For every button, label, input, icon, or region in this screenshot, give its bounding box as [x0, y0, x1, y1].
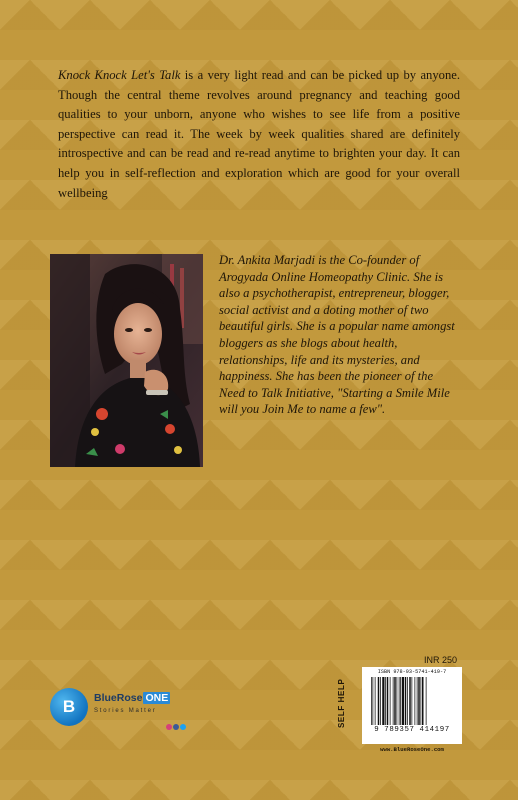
genre-label: SELF HELP — [337, 678, 346, 728]
back-cover-blurb — [58, 66, 460, 203]
bluerose-logo-icon: B — [50, 688, 88, 726]
publisher-logo — [50, 687, 206, 729]
publisher-name-highlight: ONE — [145, 692, 169, 704]
book-title: Knock Knock Let's Talk — [58, 68, 181, 82]
author-bio: Dr. Ankita Marjadi is the Co-founder of Arogyada Online Homeopathy Clinic. She is also a psychotherapist, entrepreneur, blogger, social activist and a doting mother of two beautiful girls. She is a popular name amongst bloggers as she blogs about health, relationships, life and its mysteries, and happiness. She has been the pioneer of the Need to Talk Initiative, "Starting a Smile Mile will you Join Me to name a few". — [219, 253, 455, 417]
price-label: INR 250 — [424, 655, 458, 665]
instagram-icon — [166, 724, 172, 730]
blurb-text: is a very light read and can be picked up by anyone. Though the central theme revolves around pregnancy and teaching good qualities to your unborn, anyone who wishes to see life from a positive perspective can read it. The week by week qualities shared are definitely introspective and can be read and re-read anytime to brighten your day. It can help you in self-reflection and exploration which are good for your overall wellbeing — [58, 68, 460, 200]
publisher-url: www.BlueRoseOne.com — [380, 746, 444, 753]
twitter-icon — [180, 724, 186, 730]
publisher-name — [94, 692, 170, 704]
author-photo — [50, 254, 203, 467]
publisher-name-main: BlueRose — [94, 692, 143, 704]
barcode-bars — [369, 677, 455, 725]
social-icons — [166, 717, 187, 735]
isbn-barcode — [362, 667, 462, 744]
isbn-text: ISBN 978-93-5741-419-7 — [377, 669, 447, 675]
facebook-icon — [173, 724, 179, 730]
ean-digits: 9 789357 414197 — [374, 726, 450, 734]
publisher-tagline: Stories Matter — [94, 708, 157, 714]
